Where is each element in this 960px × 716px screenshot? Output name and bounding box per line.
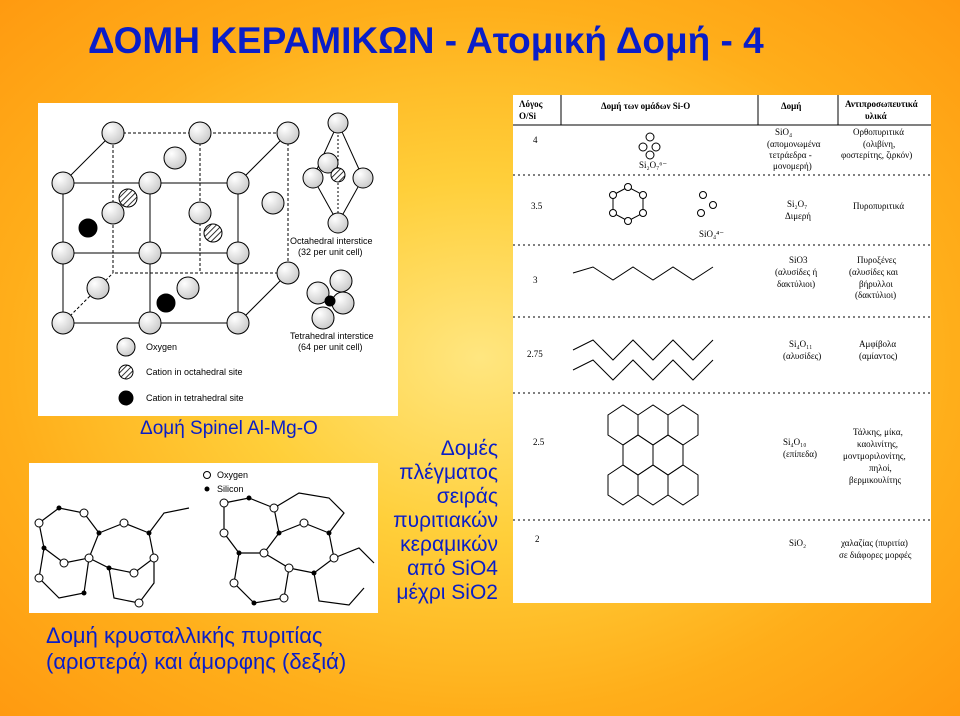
row3-structure: (αλυσίδες ή xyxy=(775,267,818,277)
row3-ratio: 3 xyxy=(533,275,538,285)
header-structure: Δομή xyxy=(781,101,802,111)
caption-line: πυριτιακών xyxy=(393,509,498,532)
tetrahedral-count: (64 per unit cell) xyxy=(298,342,363,352)
header-materials-1: Αντιπροσωπευτικά xyxy=(845,99,918,109)
row3-chain xyxy=(573,267,713,280)
octahedral-count: (32 per unit cell) xyxy=(298,247,363,257)
spinel-structure-figure xyxy=(38,103,398,416)
row2-ratio: 3.5 xyxy=(531,201,543,211)
silica-structure-figure xyxy=(29,463,378,613)
tetrahedral-interstice xyxy=(307,270,354,329)
row1-structure: (απομονωμένα xyxy=(767,139,821,149)
row4-material: (αμίαντος) xyxy=(859,351,898,361)
caption-line: Δομές xyxy=(440,437,498,460)
silicate-table xyxy=(513,95,931,603)
spinel-legend xyxy=(117,338,135,405)
legend-oxygen: Oxygen xyxy=(146,342,178,352)
row3-material: βήρυλλοι xyxy=(859,279,893,289)
row2-label: SiO₄⁴⁻ xyxy=(699,229,725,239)
row3-formula: SiO3 xyxy=(789,255,808,265)
row2-material: Πυροπυριτικά xyxy=(853,201,905,211)
row4-ratio: 2.75 xyxy=(527,349,543,359)
row6-ratio: 2 xyxy=(535,534,540,544)
row2-ring xyxy=(610,184,717,225)
row6-material: σε διάφορες μορφές xyxy=(839,550,912,560)
header-ratio-2: O/Si xyxy=(519,111,537,121)
silicate-table-svg xyxy=(513,95,931,603)
header-ratio-1: Λόγος xyxy=(519,99,543,109)
silica-network xyxy=(39,493,374,605)
quartz-caption-line2: (αριστερά) και άμορφης (δεξιά) xyxy=(46,649,347,674)
row5-material: βερμικουλίτης xyxy=(849,475,902,485)
row6-material: χαλαζίας (πυριτία) xyxy=(841,538,908,548)
row1-material: φοστερίτης, ζιρκόν) xyxy=(841,150,913,160)
structures-caption xyxy=(380,437,498,605)
caption-line: κεραμικών xyxy=(400,533,498,556)
octahedral-label: Octahedral interstice xyxy=(290,236,373,246)
row1-ratio: 4 xyxy=(533,135,538,145)
row2-formula: Si₂O₇ xyxy=(787,199,808,209)
row1-label: Si₂O₇⁶⁻ xyxy=(639,160,668,170)
row5-ratio: 2.5 xyxy=(533,437,545,447)
header-materials-2: υλικά xyxy=(865,111,887,121)
legend-oxygen-marker xyxy=(204,472,211,479)
quartz-caption xyxy=(46,623,346,675)
tetrahedral-label: Tetrahedral interstice xyxy=(290,331,374,341)
spinel-caption: Δομή Spinel Al-Mg-O xyxy=(140,418,318,439)
slide-title: ΔΟΜΗ ΚΕΡΑΜΙΚΩΝ - Ατομική Δομή - 4 xyxy=(88,20,764,61)
table-header xyxy=(519,99,918,121)
legend-octahedral: Cation in octahedral site xyxy=(146,367,243,377)
header-groups: Δομή των ομάδων Si-O xyxy=(601,101,691,111)
row5-sheet xyxy=(608,405,698,505)
silica-diagram xyxy=(29,463,378,613)
row1-material: Ορθοπυριτικά xyxy=(853,127,904,137)
caption-line: σειράς xyxy=(436,485,498,508)
spinel-diagram xyxy=(38,103,398,416)
row1-material: (ολιβίνη, xyxy=(863,139,896,149)
row3-material: (δακτύλιοι) xyxy=(855,290,897,300)
row4-formula: Si₄O₁₁ xyxy=(789,339,813,349)
oxygen-atoms-silica xyxy=(35,499,338,607)
row5-material: καολινίτης, xyxy=(857,439,898,449)
caption-line: από SiO4 xyxy=(407,557,498,580)
caption-line: μέχρι SiO2 xyxy=(396,581,498,604)
row5-material: πηλοί, xyxy=(869,463,892,473)
quartz-legend-silicon: Silicon xyxy=(217,484,244,494)
quartz-legend-oxygen: Oxygen xyxy=(217,470,249,480)
row4-structure: (αλυσίδες) xyxy=(783,351,822,361)
row4-material: Αμφίβολα xyxy=(859,339,897,349)
row1-structure: τετράεδρα - xyxy=(769,150,812,160)
row6-formula: SiO₂ xyxy=(789,538,807,548)
row3-material: (αλυσίδες και xyxy=(849,267,899,277)
octahedral-interstice xyxy=(303,113,373,233)
row5-material: μοντμοριλονίτης, xyxy=(843,451,906,461)
legend-tetrahedral: Cation in tetrahedral site xyxy=(146,393,244,403)
row1-structure: μονομερή) xyxy=(773,161,812,171)
row4-chain xyxy=(573,340,713,360)
row5-formula: Si₄O₁₀ xyxy=(783,437,807,447)
row3-material: Πυροξένες xyxy=(857,255,897,265)
caption-line: πλέγματος xyxy=(399,461,498,484)
row5-structure: (επίπεδα) xyxy=(783,449,818,459)
row1-formula: SiO₄ xyxy=(775,127,793,137)
row5-material: Τάλκης, μίκα, xyxy=(853,427,903,437)
legend-silicon-marker xyxy=(205,487,210,492)
quartz-caption-line1: Δομή κρυσταλλικής πυριτίας xyxy=(46,623,323,648)
row2-structure: Διμερή xyxy=(785,211,812,221)
row1-molecule xyxy=(639,133,660,159)
row3-structure: δακτύλιοι) xyxy=(777,279,816,289)
row4-chain xyxy=(573,360,713,380)
